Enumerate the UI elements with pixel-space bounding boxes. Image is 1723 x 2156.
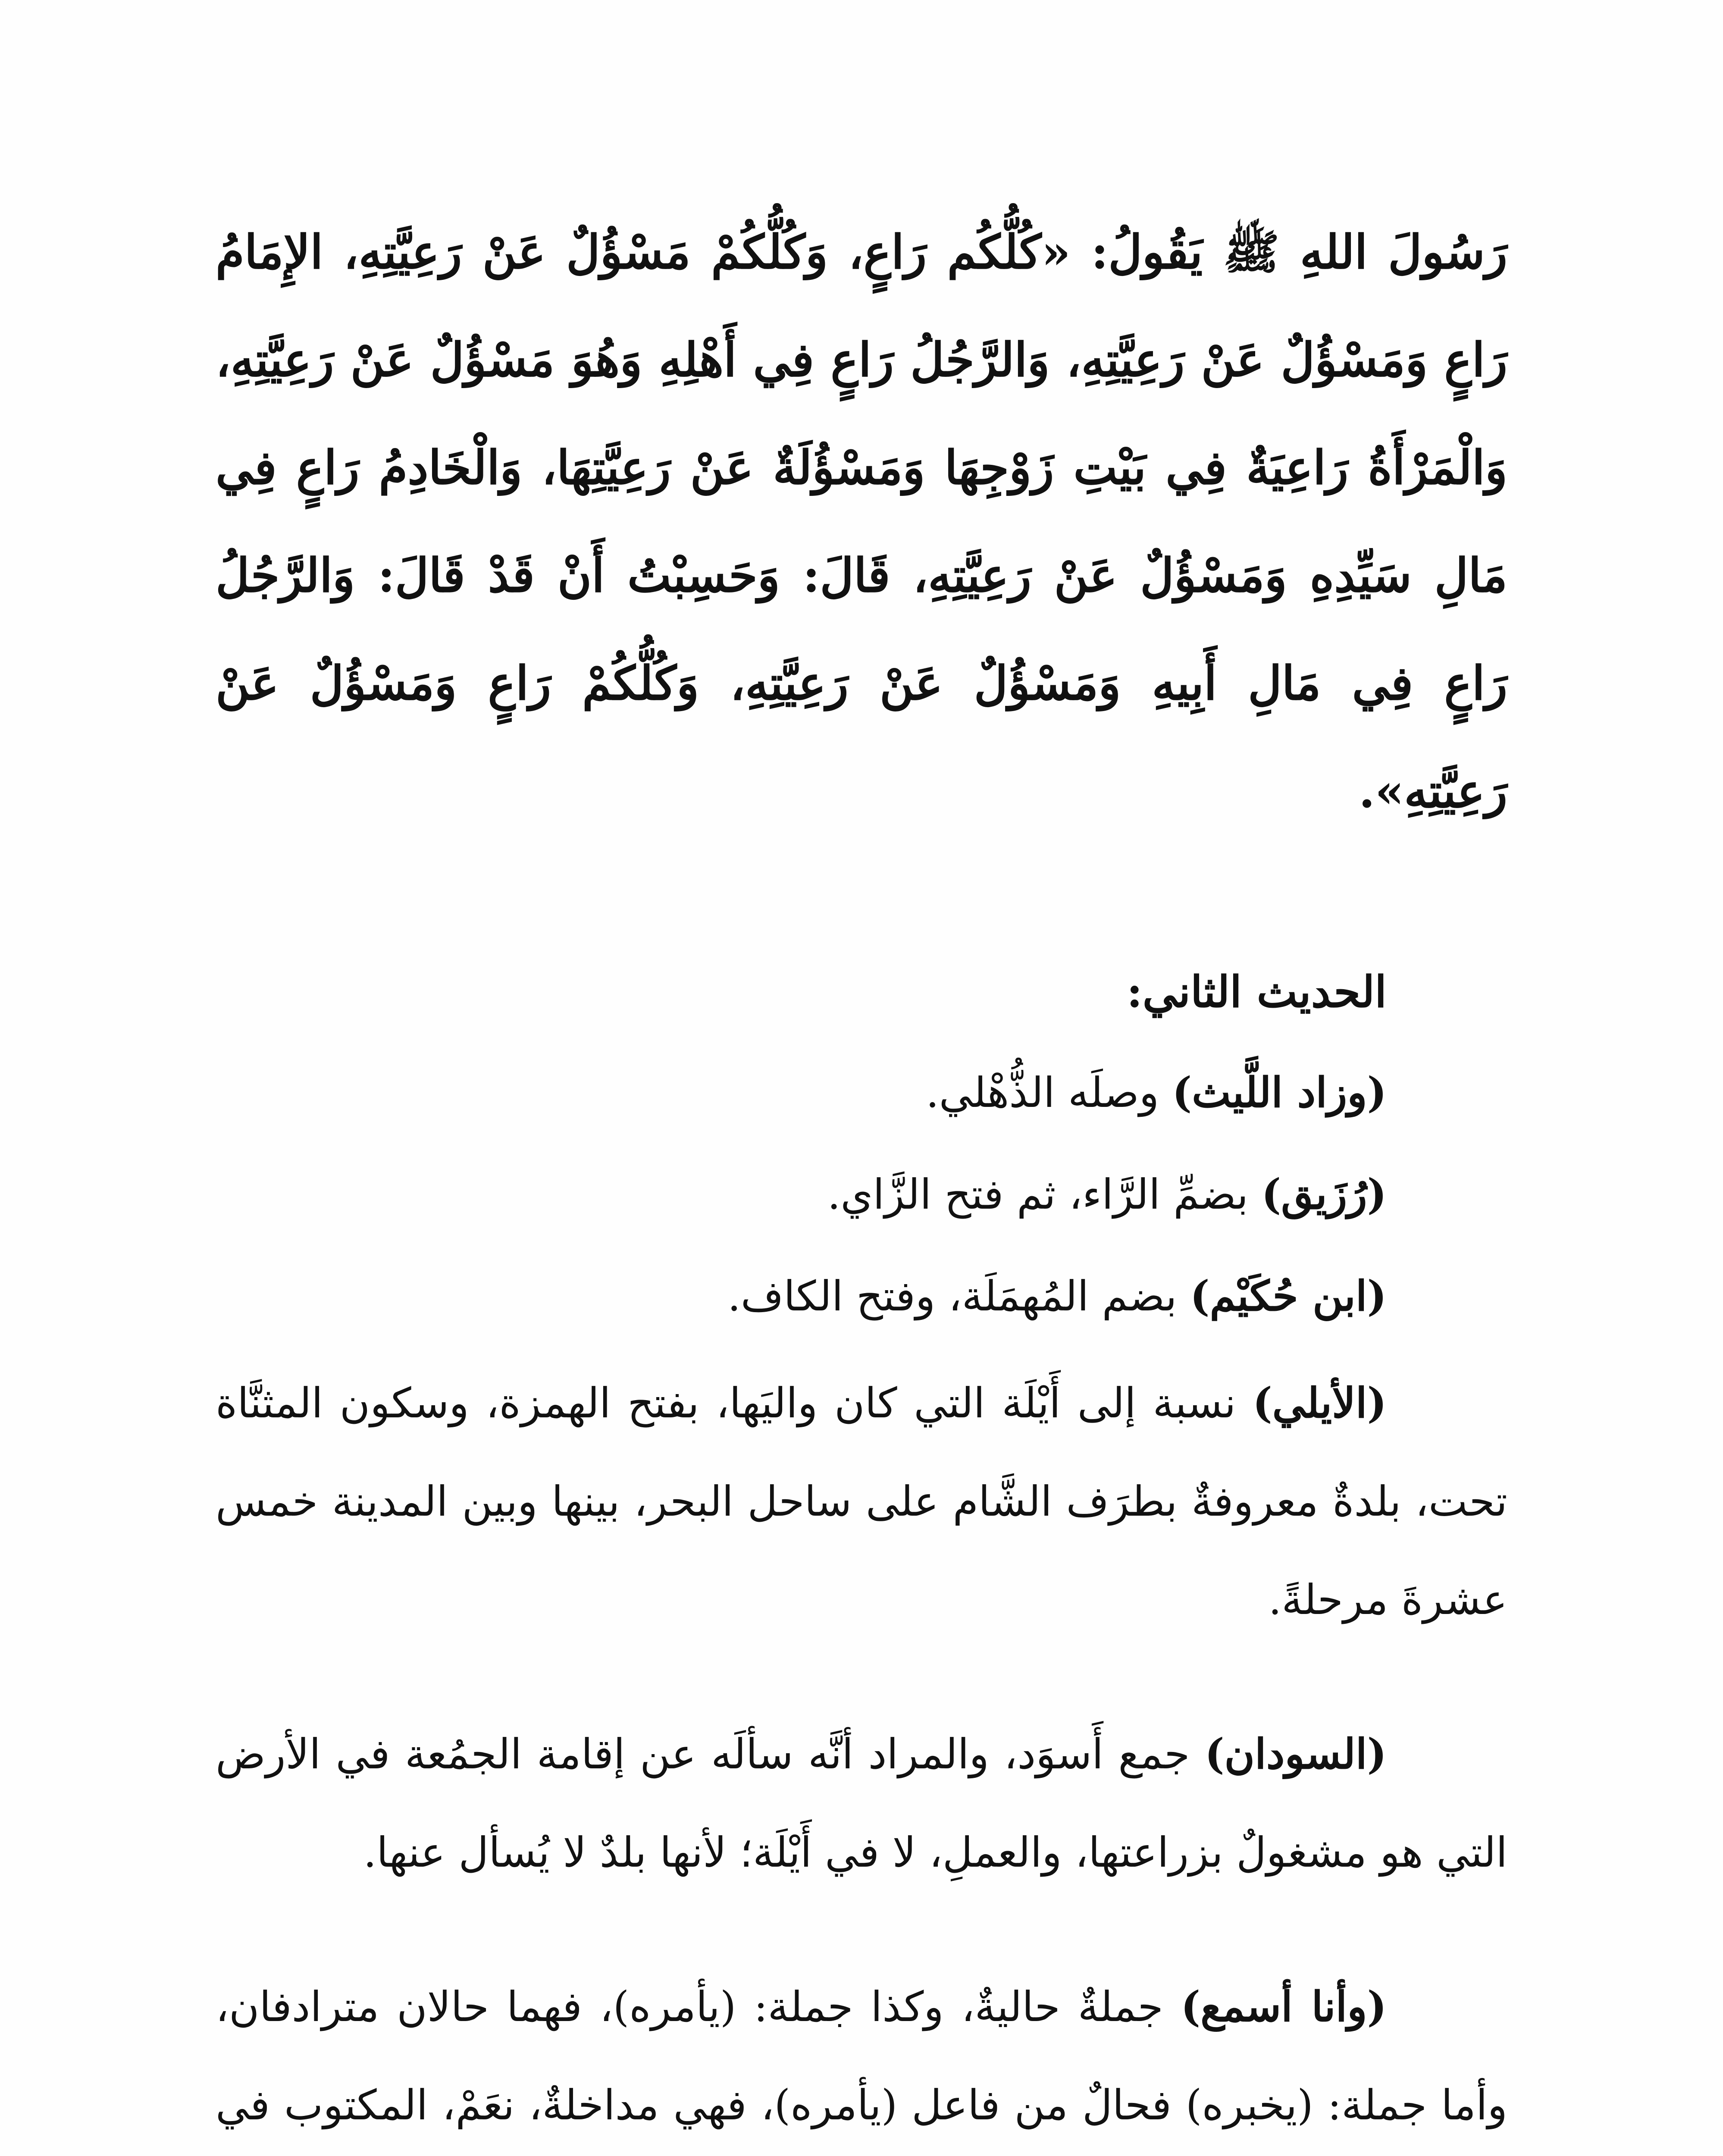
note-term: (رُزَيق): [1261, 1170, 1387, 1219]
paragraph-wa-ana-asmaa: [216, 1958, 1507, 2156]
note-text: وصلَه الذُّهْلي.: [926, 1069, 1172, 1117]
paragraph-term: (الأيلي): [1253, 1379, 1387, 1427]
note-text: بضم المُهمَلَة، وفتح الكاف.: [727, 1272, 1190, 1320]
paragraph-term: (وأنا أسمع): [1181, 1982, 1387, 2031]
note-line-1: [216, 1044, 1507, 1142]
paragraph-text: نسبة إلى أَيْلَة التي كان واليَها، بفتح الهمزة، وسكون المثنَّاة تحت، بلدةٌ معروفةٌ بطرَف الشَّام على ساحل البحر، بينها وبين المدينة خمس عشرةَ مرحلةً.: [216, 1379, 1508, 1624]
paragraph-term: (السودان): [1205, 1730, 1387, 1778]
note-term: (وزاد اللَّيث): [1172, 1068, 1387, 1117]
note-text: بضمِّ الرَّاء، ثم فتح الزَّاي.: [827, 1170, 1262, 1219]
paragraph-ayli: [216, 1354, 1507, 1649]
hadith-text: رَسُولَ اللهِ ﷺ يَقُولُ: «كُلُّكُم رَاعٍ، وَكُلُّكُمْ مَسْؤُلٌ عَنْ رَعِيَّتِهِ، الإِمَامُ رَاعٍ وَمَسْؤُلٌ عَنْ رَعِيَّتِهِ، وَالرَّجُلُ رَاعٍ فِي أَهْلِهِ وَهُوَ مَسْؤُلٌ عَنْ رَعِيَّتِهِ، وَالْمَرْأَةُ رَاعِيَةٌ فِي بَيْتِ زَوْجِهَا وَمَسْؤُلَةٌ عَنْ رَعِيَّتِهَا، وَالْخَادِمُ رَاعٍ فِي مَالِ سَيِّدِهِ وَمَسْؤُلٌ عَنْ رَعِيَّتِهِ، قَالَ: وَحَسِبْتُ أَنْ قَدْ قَالَ: وَالرَّجُلُ رَاعٍ فِي مَالِ أَبِيهِ وَمَسْؤُلٌ عَنْ رَعِيَّتِهِ، وَكُلُّكُمْ رَاعٍ وَمَسْؤُلٌ عَنْ رَعِيَّتِهِ».: [216, 225, 1508, 818]
paragraph-text: جملةٌ حاليةٌ، وكذا جملة: (يأمره)، فهما حالان مترادفان، وأما جملة: (يخبره) فحالٌ من فاعل (يأمره)، فهي مداخلةٌ، نعَمْ، المكتوب في: [216, 1983, 1507, 2129]
note-line-3: [216, 1247, 1507, 1345]
page-content: [216, 198, 1507, 2156]
note-term: (ابن حُكَيْم): [1190, 1272, 1387, 1320]
paragraph-text: جمع أَسوَد، والمراد أنَّه سألَه عن إقامة الجمُعة في الأرض التي هو مشغولٌ بزراعتها، والعملِ، لا في أَيْلَة؛ لأنها بلدٌ لا يُسأل عنها.: [216, 1730, 1507, 1877]
note-line-2: [216, 1145, 1507, 1244]
paragraph-sudan: [216, 1705, 1507, 1902]
section-title: الحديث الثاني:: [1126, 966, 1387, 1017]
